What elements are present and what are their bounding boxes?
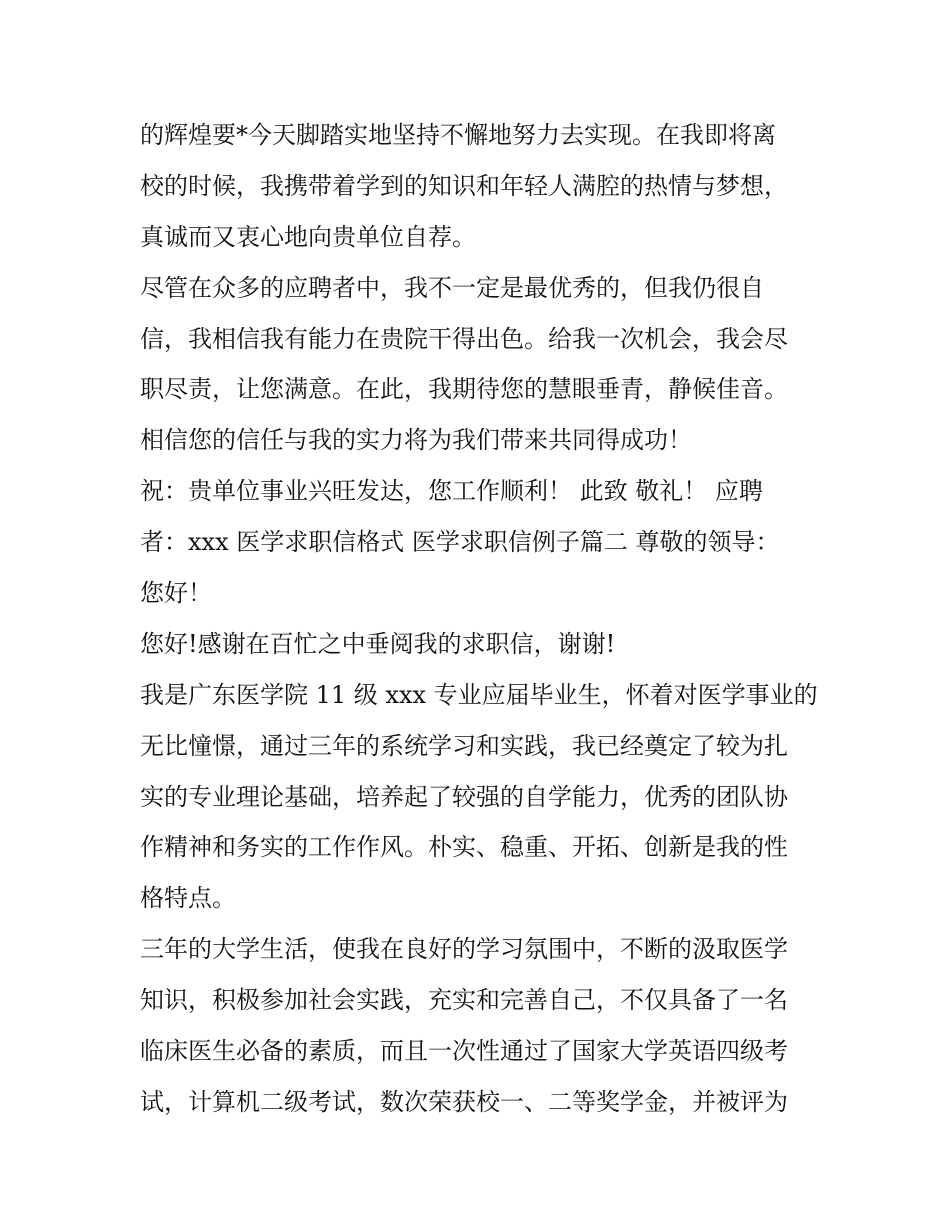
text-line: 的辉煌要*今天脚踏实地坚持不懈地努力去实现。在我即将离	[140, 121, 776, 149]
text-line: 临床医生必备的素质，而且一次性通过了国家大学英语四级考	[140, 1037, 788, 1066]
text-line: 实的专业理论基础，培养起了较强的自学能力，优秀的团队协	[140, 782, 788, 811]
text-line: 祝：贵单位事业兴旺发达，您工作顺利！ 此致 敬礼！ 应聘	[140, 477, 763, 506]
text-line: 您好!感谢在百忙之中垂阅我的求职信，谢谢!	[140, 629, 616, 658]
text-line: 尽管在众多的应聘者中，我不一定是最优秀的，但我仍很自	[140, 273, 764, 302]
text-line: 相信您的信任与我的实力将为我们带来共同得成功！	[140, 426, 692, 455]
text-line: 试，计算机二级考试，数次荣获校一、二等奖学金，并被评为	[140, 1087, 788, 1116]
text-line: 我是广东医学院 11 级 xxx 专业应届毕业生，怀着对医学事业的	[140, 680, 818, 709]
text-line: 格特点。	[140, 884, 236, 913]
text-line: 真诚而又衷心地向贵单位自荐。	[140, 222, 476, 251]
text-line: 者：xxx 医学求职信格式 医学求职信例子篇二 尊敬的领导：	[140, 528, 780, 557]
document-body	[140, 110, 820, 1128]
text-line: 信，我相信我有能力在贵院干得出色。给我一次机会，我会尽	[140, 324, 788, 353]
text-line: 您好！	[140, 579, 212, 608]
text-line: 职尽责，让您满意。在此，我期待您的慧眼垂青，静候佳音。	[140, 375, 788, 404]
text-line: 校的时候，我携带着学到的知识和年轻人满腔的热情与梦想，	[140, 171, 788, 200]
text-line: 知识，积极参加社会实践，充实和完善自己，不仅具备了一名	[140, 986, 788, 1015]
text-line: 无比憧憬，通过三年的系统学习和实践，我已经奠定了较为扎	[140, 731, 788, 760]
text-line: 三年的大学生活，使我在良好的学习氛围中，不断的汲取医学	[140, 935, 788, 964]
text-line: 作精神和务实的工作作风。朴实、稳重、开拓、创新是我的性	[140, 833, 788, 862]
